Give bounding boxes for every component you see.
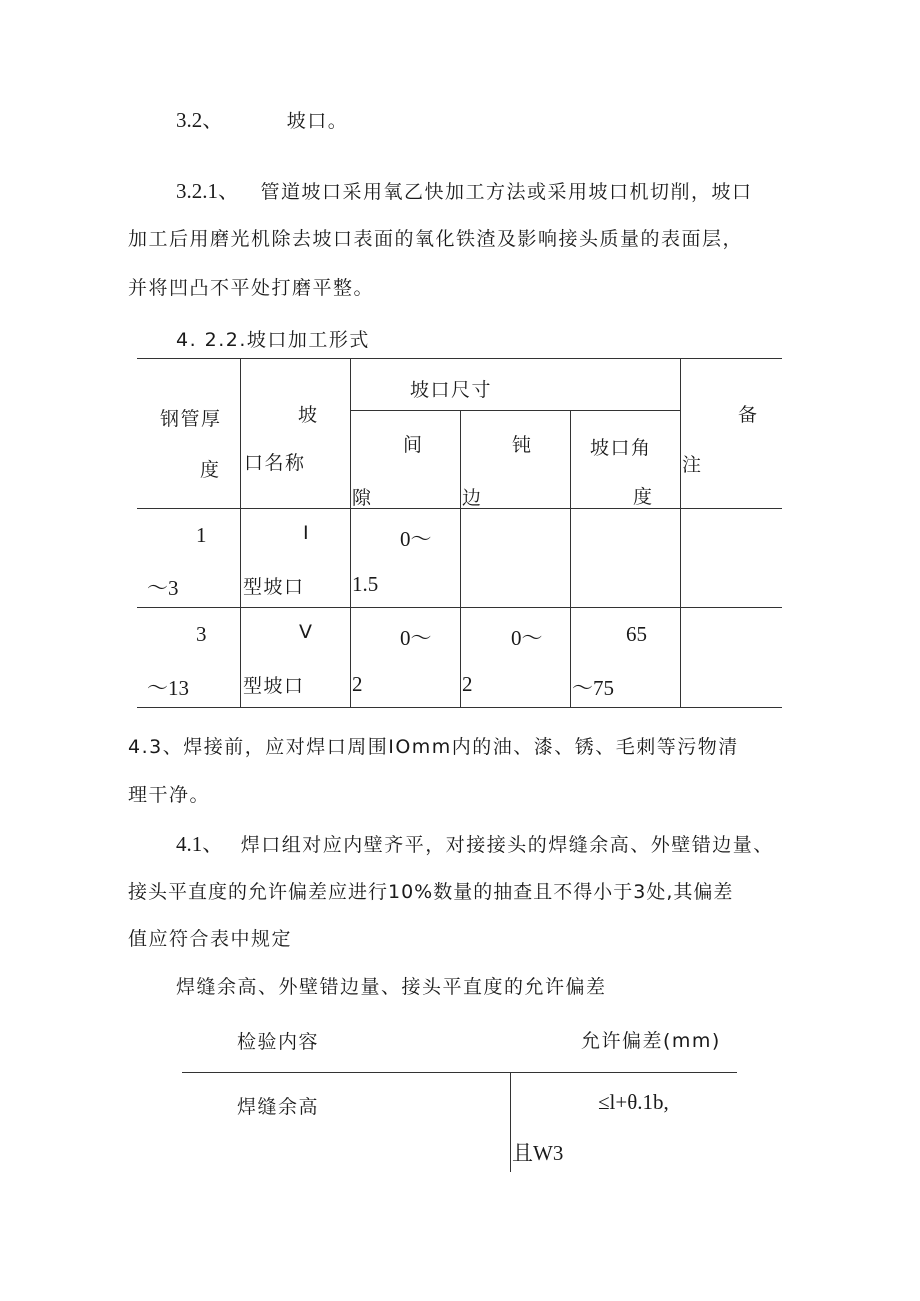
header-blunt: 钝: [512, 434, 533, 456]
header-name-cont: 口名称: [244, 452, 306, 474]
row2-name: V: [299, 621, 314, 643]
row-weld-tolerance-cont: 且W3: [512, 1141, 564, 1165]
header-gap-cont: 隙: [352, 487, 373, 509]
row2-gap-cont: 2: [352, 672, 363, 696]
section-3-2-1-line1: 3.2.1、 管道坡口采用氧乙快加工方法或采用坡口机切削，坡口: [176, 179, 753, 203]
section-4-1-line3: 值应符合表中规定: [128, 928, 293, 950]
table-border-top: [182, 1072, 737, 1073]
row2-name-cont: 型坡口: [243, 675, 305, 697]
section-4-1-line2: 接头平直度的允许偏差应进行10%数量的抽查且不得小于3处,其偏差: [128, 881, 734, 903]
header-remark: 备: [738, 404, 759, 426]
row1-gap: 0～: [400, 527, 432, 551]
row-weld-reinforcement: 焊缝余高: [237, 1096, 320, 1118]
column-divider: [570, 410, 571, 708]
section-3-2-1-line2: 加工后用磨光机除去坡口表面的氧化铁渣及影响接头质量的表面层，: [128, 228, 744, 250]
header-blunt-cont: 边: [462, 487, 483, 509]
row-weld-tolerance: ≤l+θ.1b,: [598, 1090, 669, 1114]
row2-gap: 0～: [400, 626, 432, 650]
row1-name-cont: 型坡口: [243, 576, 305, 598]
header-thickness: 钢管厚: [160, 408, 222, 430]
tolerance-caption: 焊缝余高、外壁错边量、接头平直度的允许偏差: [176, 976, 607, 998]
header-dimensions: 坡口尺寸: [410, 379, 493, 401]
header-angle-cont: 度: [633, 486, 654, 508]
header-angle: 坡口角: [590, 437, 652, 459]
row1-gap-cont: 1.5: [352, 572, 379, 596]
section-4-3-line2: 理干净。: [128, 784, 211, 806]
row2-thickness: 3: [196, 622, 207, 646]
header-name: 坡: [298, 404, 319, 426]
header-inspection-item: 检验内容: [237, 1031, 320, 1053]
section-3-2-1-line3: 并将凹凸不平处打磨平整。: [128, 277, 375, 299]
row2-angle: 65: [626, 622, 647, 646]
row2-angle-cont: ～75: [572, 676, 614, 700]
row1-thickness: 1: [196, 523, 207, 547]
row2-blunt-cont: 2: [462, 672, 473, 696]
header-gap: 间: [403, 434, 424, 456]
section-title: 坡口。: [286, 110, 349, 132]
row1-thickness-cont: ～3: [147, 576, 179, 600]
header-allowed-tolerance: 允许偏差(mm): [581, 1030, 721, 1052]
header-thickness-cont: 度: [200, 459, 221, 481]
section-number: 3.2.1、: [176, 179, 239, 203]
table-border-top: [137, 358, 782, 359]
section-number: 3.2、: [176, 108, 224, 132]
column-divider: [350, 358, 351, 708]
section-4-2-2-title: 4. 2.2.坡口加工形式: [176, 329, 370, 351]
column-divider: [510, 1072, 511, 1172]
column-divider: [240, 358, 241, 708]
column-divider: [680, 358, 681, 708]
header-divider: [350, 410, 680, 411]
column-divider: [460, 410, 461, 708]
header-remark-cont: 注: [682, 454, 703, 476]
section-4-3-line1: 4.3、焊接前，应对焊口周围IOmm内的油、漆、锈、毛刺等污物清: [128, 736, 739, 758]
row2-thickness-cont: ～13: [147, 676, 189, 700]
row1-name: I: [303, 522, 311, 544]
section-number: 4.1、: [176, 832, 224, 856]
section-4-1-line1: 4.1、 焊口组对应内壁齐平，对接接头的焊缝余高、外壁错边量、: [176, 832, 774, 856]
section-3-2-heading: [176, 104, 348, 134]
row2-blunt: 0～: [511, 626, 543, 650]
